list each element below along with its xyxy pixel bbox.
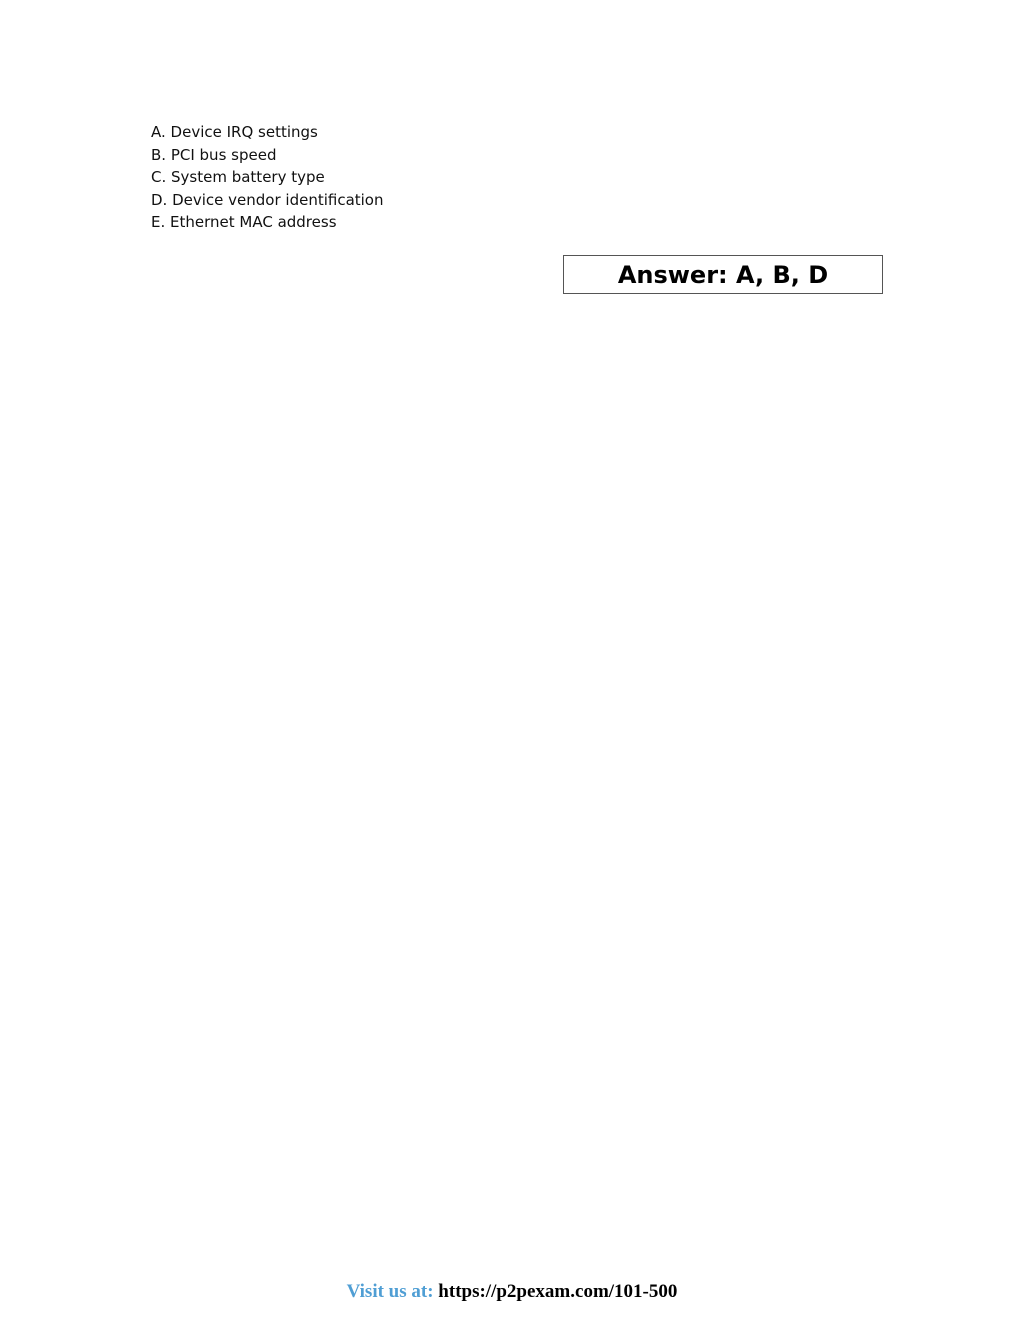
option-c: C. System battery type [151, 168, 325, 186]
option-d: D. Device vendor identification [151, 190, 384, 209]
option-a: A. Device IRQ settings [151, 123, 318, 141]
answer-options-list [151, 121, 384, 234]
footer [0, 1281, 1024, 1303]
footer-label: Visit us at: [346, 1281, 434, 1302]
option-e: E. Ethernet MAC address [151, 213, 337, 231]
option-b: B. PCI bus speed [151, 145, 277, 164]
footer-url-link[interactable]: https://p2pexam.com/101-500 [438, 1281, 678, 1302]
answer-text: Answer: A, B, D [617, 260, 829, 289]
answer-box [563, 255, 883, 294]
